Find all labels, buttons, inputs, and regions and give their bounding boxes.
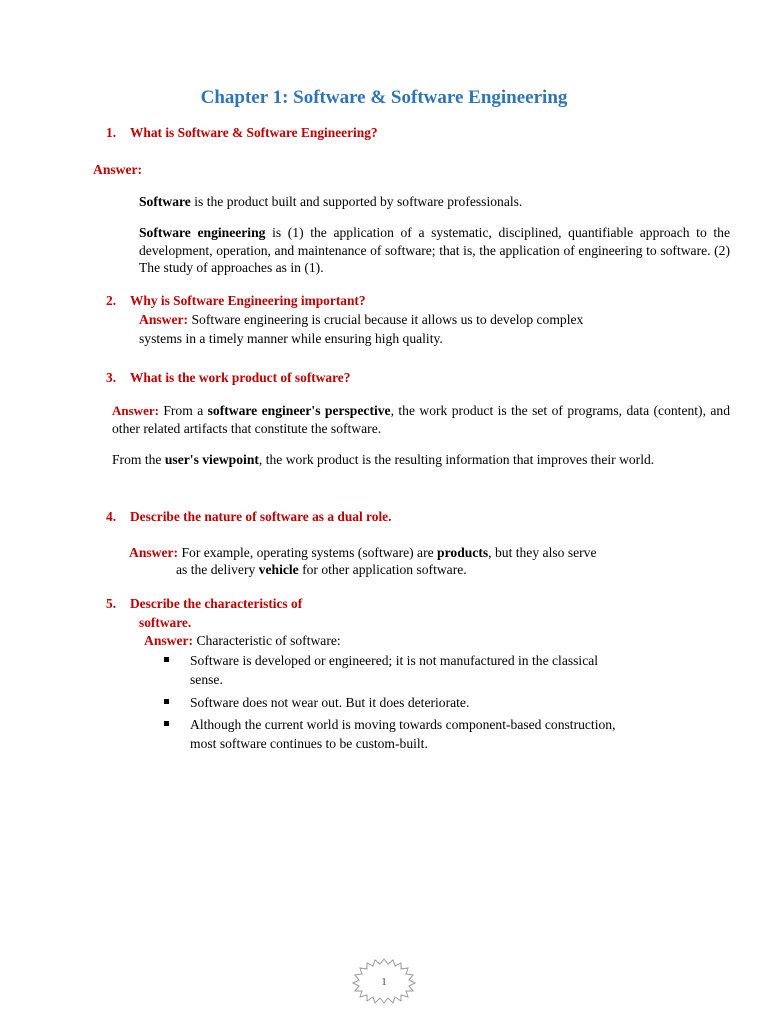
answer-label: Answer: bbox=[139, 312, 189, 327]
question-5-continued: software. bbox=[139, 615, 192, 630]
term-software-engineering: Software engineering bbox=[139, 225, 266, 240]
q3-p2-b: , the work product is the resulting information that improves their world. bbox=[258, 452, 655, 467]
list-item bbox=[164, 652, 684, 688]
term-engineer-perspective: software engineer's perspective bbox=[207, 403, 391, 418]
q4-text-d: for other application software. bbox=[298, 562, 467, 577]
question-number: 3. bbox=[106, 370, 117, 385]
question-text: Why is Software Engineering important? bbox=[130, 293, 366, 308]
q4-answer-line-2 bbox=[176, 561, 467, 579]
q3-paragraph-1 bbox=[112, 402, 730, 438]
question-text: What is the work product of software? bbox=[130, 370, 351, 385]
q1-p1-text: is the product built and supported by software professionals. bbox=[190, 194, 523, 209]
answer-label: Answer: bbox=[144, 633, 194, 648]
q1-paragraph-2 bbox=[139, 224, 730, 277]
term-user-viewpoint: user's viewpoint bbox=[164, 452, 259, 467]
page-title: Chapter 1: Software & Software Engineering bbox=[200, 87, 568, 108]
q1-paragraph-1 bbox=[139, 193, 739, 211]
bullet-square-icon bbox=[164, 657, 169, 662]
term-software: Software bbox=[139, 194, 191, 209]
question-number: 5. bbox=[106, 596, 117, 611]
q4-text-c: as the delivery bbox=[176, 562, 259, 577]
list-item-line-1: Although the current world is moving towards component-based construction, bbox=[190, 717, 616, 732]
q4-text-b: , but they also serve bbox=[488, 545, 597, 560]
list-item-line-1: Software is developed or engineered; it is not manufactured in the classical bbox=[190, 653, 599, 668]
term-products: products bbox=[437, 545, 489, 560]
bullet-square-icon bbox=[164, 699, 169, 704]
page-number: 1 bbox=[381, 976, 387, 988]
list-item bbox=[164, 694, 684, 712]
bullet-square-icon bbox=[164, 721, 169, 726]
q3-p2-a: From the bbox=[112, 452, 165, 467]
page-number-badge bbox=[351, 958, 417, 1004]
q5-answer-text: Characteristic of software: bbox=[193, 633, 341, 648]
question-number: 1. bbox=[106, 125, 117, 140]
question-5 bbox=[106, 595, 302, 612]
list-item-line-2: most software continues to be custom-built. bbox=[190, 735, 428, 751]
q3-paragraph-2 bbox=[112, 451, 742, 469]
question-number: 2. bbox=[106, 293, 117, 308]
list-item-line-1: Software does not wear out. But it does deteriorate. bbox=[190, 695, 470, 710]
q3-p1-b: , the work product is the set of programs, data (content), and other related artifacts that constitute the software. bbox=[112, 403, 730, 436]
q5-answer bbox=[144, 632, 341, 650]
question-text: Describe the nature of software as a dual role. bbox=[130, 509, 392, 524]
q3-p1-a: From a bbox=[158, 403, 208, 418]
list-item bbox=[164, 716, 684, 752]
question-2 bbox=[106, 292, 366, 309]
question-4 bbox=[106, 508, 391, 525]
answer-label: Answer: bbox=[93, 162, 143, 177]
q4-text-a: For example, operating systems (software) are bbox=[178, 545, 438, 560]
question-text: What is Software & Software Engineering? bbox=[130, 125, 378, 140]
q2-answer-line-1 bbox=[139, 311, 699, 329]
question-1 bbox=[106, 124, 378, 141]
q2-text-1: Software engineering is crucial because it allows us to develop complex bbox=[188, 312, 584, 327]
term-vehicle: vehicle bbox=[258, 562, 299, 577]
q2-answer-line-2: systems in a timely manner while ensuring high quality. bbox=[139, 331, 443, 346]
q1-p2-text: is (1) the application of a systematic, disciplined, quantifiable approach to the development, operation, and maintenance of software; that is, the application of engineering to software. (2) The study of approaches as in (1). bbox=[139, 225, 730, 276]
list-item-line-2: sense. bbox=[190, 671, 223, 687]
question-3 bbox=[106, 369, 350, 386]
q4-answer-line-1 bbox=[129, 544, 709, 562]
answer-label: Answer: bbox=[112, 403, 159, 418]
question-number: 4. bbox=[106, 509, 117, 524]
question-text: Describe the characteristics of bbox=[130, 596, 303, 611]
answer-label: Answer: bbox=[129, 545, 179, 560]
